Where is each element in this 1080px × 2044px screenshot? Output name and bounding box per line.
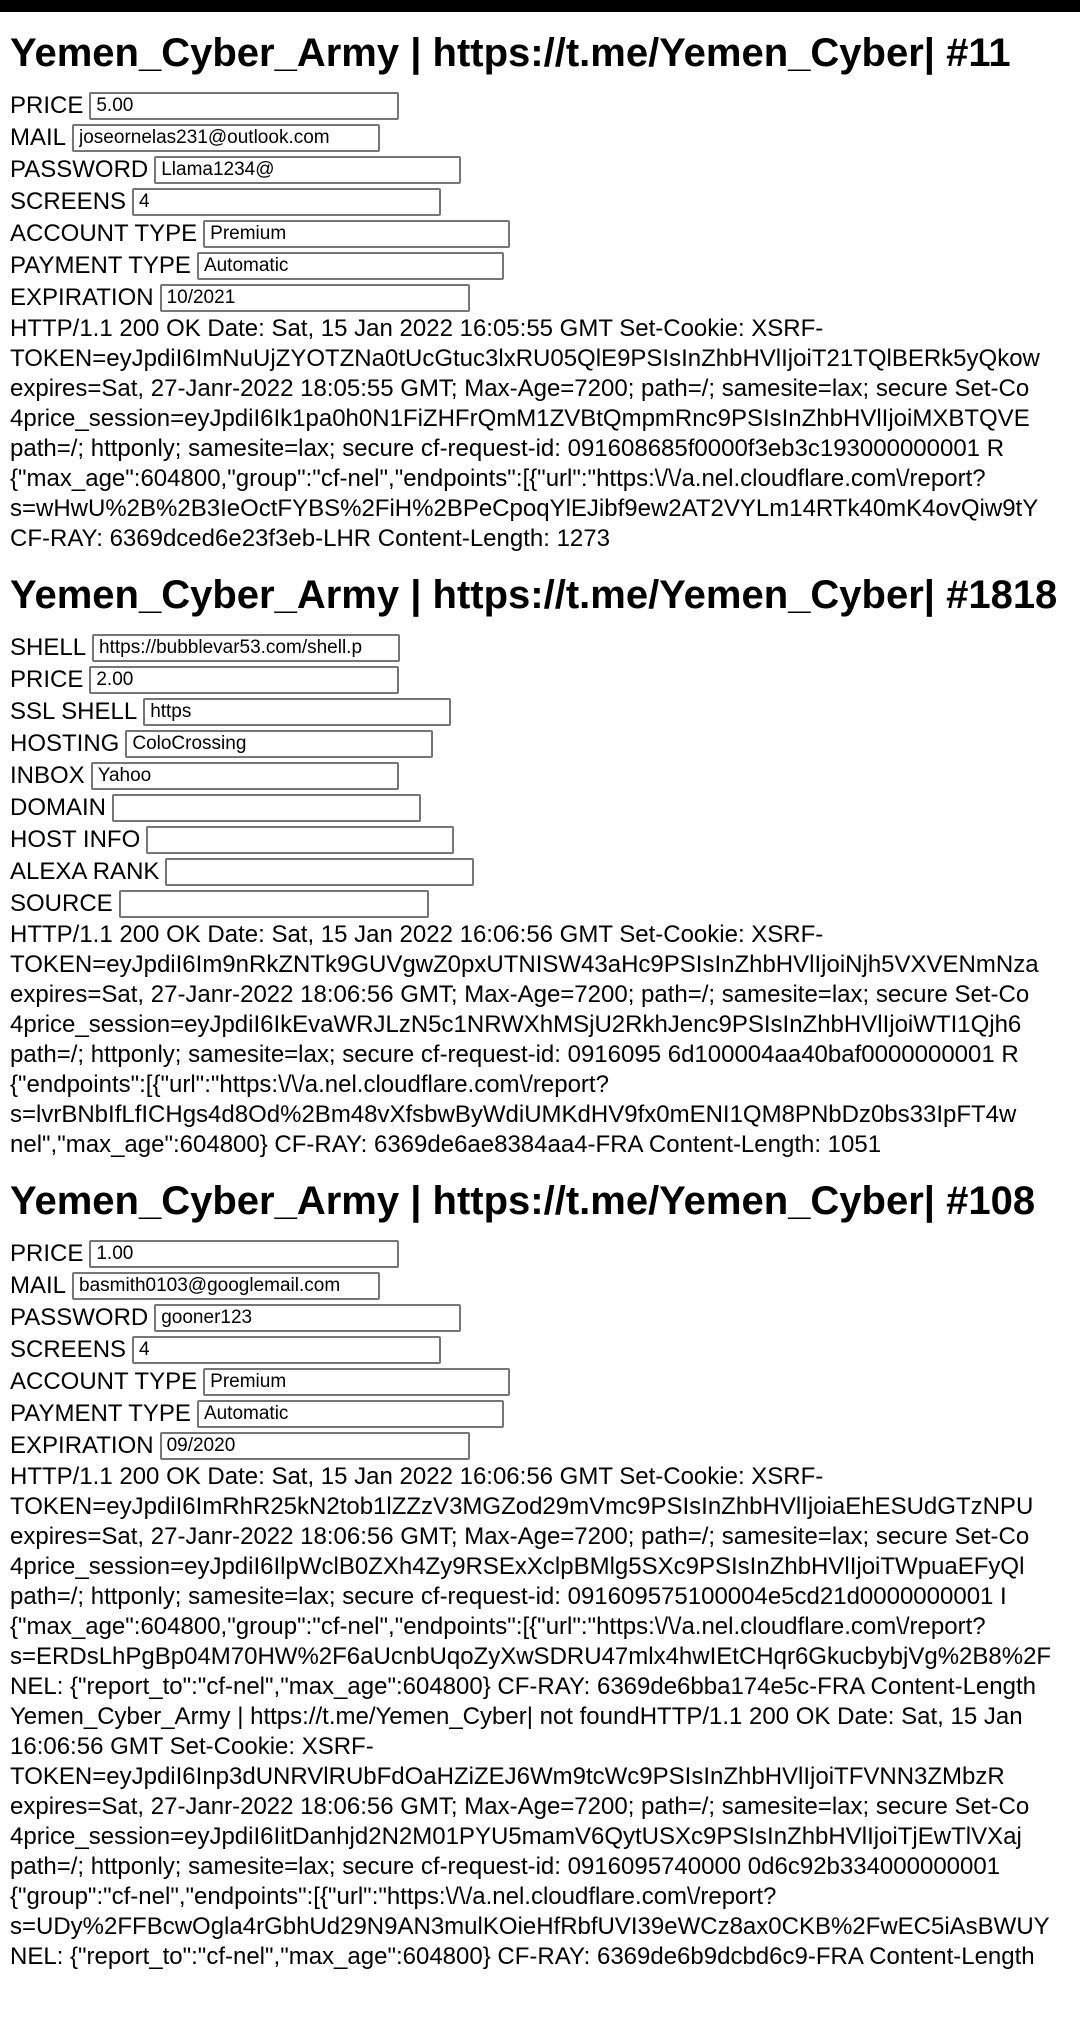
alexa-rank-row (10, 856, 1080, 888)
http-response-text (10, 920, 1080, 1160)
host-info-label: HOST INFO (10, 826, 141, 853)
mail-input[interactable] (72, 124, 380, 152)
domain-row (10, 792, 1080, 824)
account-type-row (10, 1366, 1080, 1398)
response-line: path=/; httponly; samesite=lax; secure cf-request-id: 091608685f0000f3eb3c193000000001 R (10, 435, 1005, 462)
payment-type-input[interactable] (197, 252, 504, 280)
price-label: PRICE (10, 1240, 84, 1267)
price-label: PRICE (10, 92, 84, 119)
price-input[interactable] (89, 92, 399, 120)
section-title: Yemen_Cyber_Army | https://t.me/Yemen_Cyber| #108 (10, 1179, 1036, 1223)
listing-section-11 (10, 28, 1080, 554)
response-line: NEL: {"report_to":"cf-nel","max_age":604800} CF-RAY: 6369de6bba174e5c-FRA Content-Length (10, 1673, 1036, 1700)
screens-input[interactable] (132, 188, 441, 216)
password-input[interactable] (154, 156, 461, 184)
account-type-input[interactable] (203, 1368, 510, 1396)
page-content (10, 12, 1080, 1972)
price-input[interactable] (89, 1240, 399, 1268)
screens-label: SCREENS (10, 188, 127, 215)
payment-type-row (10, 250, 1080, 282)
payment-type-label: PAYMENT TYPE (10, 1400, 191, 1427)
host-info-input[interactable] (146, 826, 454, 854)
listing-section-108 (10, 1176, 1080, 1972)
response-line: 4price_session=eyJpdiI6IlpWclB0ZXh4Zy9RSExXclpBMlg5SXc9PSIsInZhbHVlIjoiTWpuaEFyQl (10, 1553, 1025, 1580)
password-input[interactable] (154, 1304, 461, 1332)
listing-section-1818 (10, 570, 1080, 1160)
response-line: expires=Sat, 27-Janr-2022 18:06:56 GMT; Max-Age=7200; path=/; samesite=lax; secure Set-Co (10, 1793, 1030, 1820)
screens-input[interactable] (132, 1336, 441, 1364)
response-line: s=UDy%2FFBcwOgla4rGbhUd29N9AN3mulKOieHfRbfUVI39eWCz8ax0CKB%2FwEC5iAsBWUY (10, 1913, 1050, 1940)
expiration-input[interactable] (160, 284, 470, 312)
inbox-label: INBOX (10, 762, 85, 789)
expiration-input[interactable] (160, 1432, 470, 1460)
response-line: NEL: {"report_to":"cf-nel","max_age":604800} CF-RAY: 6369de6b9dcbd6c9-FRA Content-Length (10, 1943, 1035, 1970)
domain-label: DOMAIN (10, 794, 106, 821)
mail-row (10, 1270, 1080, 1302)
shell-row (10, 632, 1080, 664)
expiration-label: EXPIRATION (10, 284, 154, 311)
response-line: HTTP/1.1 200 OK Date: Sat, 15 Jan 2022 16:05:55 GMT Set-Cookie: XSRF- (10, 315, 824, 342)
response-line: TOKEN=eyJpdiI6ImRhR25kN2tob1lZZzV3MGZod29mVmc9PSIsInZhbHVlIjoiaEhESUdGTzNPU (10, 1493, 1034, 1520)
response-line: {"endpoints":[{"url":"https:\/\/a.nel.cloudflare.com\/report? (10, 1071, 609, 1098)
mail-input[interactable] (72, 1272, 380, 1300)
top-bar (0, 0, 1080, 12)
response-line: CF-RAY: 6369dced6e23f3eb-LHR Content-Length: 1273 (10, 525, 610, 552)
price-label: PRICE (10, 666, 84, 693)
response-line: s=lvrBNbIfLfICHgs4d8Od%2Bm48vXfsbwByWdiUMKdHV9fx0mENI1QM8PNbDz0bs33IpFT4w (10, 1101, 1017, 1128)
response-line: expires=Sat, 27-Janr-2022 18:05:55 GMT; Max-Age=7200; path=/; samesite=lax; secure Set-Co (10, 375, 1030, 402)
payment-type-input[interactable] (197, 1400, 504, 1428)
account-type-label: ACCOUNT TYPE (10, 220, 198, 247)
shell-input[interactable] (92, 634, 400, 662)
alexa-rank-input[interactable] (165, 858, 474, 886)
response-line: expires=Sat, 27-Janr-2022 18:06:56 GMT; Max-Age=7200; path=/; samesite=lax; secure Set-Co (10, 981, 1030, 1008)
response-line: expires=Sat, 27-Janr-2022 18:06:56 GMT; Max-Age=7200; path=/; samesite=lax; secure Set-Co (10, 1523, 1030, 1550)
inbox-input[interactable] (91, 762, 399, 790)
hosting-row (10, 728, 1080, 760)
mail-label: MAIL (10, 124, 67, 151)
response-line: 4price_session=eyJpdiI6Ik1pa0h0N1FiZHFrQmM1ZVBtQmpmRnc9PSIsInZhbHVlIjoiMXBTQVE (10, 405, 1030, 432)
source-label: SOURCE (10, 890, 113, 917)
account-type-label: ACCOUNT TYPE (10, 1368, 198, 1395)
http-response-text (10, 314, 1080, 554)
response-line: path=/; httponly; samesite=lax; secure cf-request-id: 0916095740000 0d6c92b334000000001 (10, 1853, 1001, 1880)
price-row (10, 664, 1080, 696)
source-input[interactable] (119, 890, 429, 918)
screens-label: SCREENS (10, 1336, 127, 1363)
password-row (10, 1302, 1080, 1334)
price-row (10, 90, 1080, 122)
source-row (10, 888, 1080, 920)
response-line: 4price_session=eyJpdiI6IkEvaWRJLzN5c1NRWXhMSjU2RkhJenc9PSIsInZhbHVlIjoiWTI1Qjh6 (10, 1011, 1022, 1038)
response-line: HTTP/1.1 200 OK Date: Sat, 15 Jan 2022 16:06:56 GMT Set-Cookie: XSRF- (10, 1463, 824, 1490)
response-line: s=ERDsLhPgBp04M70HW%2F6aUcnbUqoZyXwSDRU47mlx4hwIEtCHqr6GkucbybjVg%2B8%2F (10, 1643, 1052, 1670)
ssl-shell-input[interactable] (143, 698, 451, 726)
response-line: TOKEN=eyJpdiI6ImNuUjZYOTZNa0tUcGtuc3lxRU05QlE9PSIsInZhbHVlIjoiT21TQlBERk5yQkow (10, 345, 1040, 372)
ssl-shell-row (10, 696, 1080, 728)
expiration-row (10, 282, 1080, 314)
section-title: Yemen_Cyber_Army | https://t.me/Yemen_Cyber| #11 (10, 31, 1011, 75)
expiration-label: EXPIRATION (10, 1432, 154, 1459)
screens-row (10, 1334, 1080, 1366)
shell-label: SHELL (10, 634, 87, 661)
http-response-text (10, 1462, 1080, 1972)
mail-label: MAIL (10, 1272, 67, 1299)
password-label: PASSWORD (10, 1304, 149, 1331)
ssl-shell-label: SSL SHELL (10, 698, 138, 725)
response-line: 16:06:56 GMT Set-Cookie: XSRF- (10, 1733, 374, 1760)
hosting-label: HOSTING (10, 730, 120, 757)
response-line: {"max_age":604800,"group":"cf-nel","endpoints":[{"url":"https:\/\/a.nel.cloudflare.com\/report? (10, 465, 986, 492)
mail-row (10, 122, 1080, 154)
password-label: PASSWORD (10, 156, 149, 183)
payment-type-row (10, 1398, 1080, 1430)
response-line: {"group":"cf-nel","endpoints":[{"url":"https:\/\/a.nel.cloudflare.com\/report? (10, 1883, 777, 1910)
screens-row (10, 186, 1080, 218)
account-type-input[interactable] (203, 220, 510, 248)
account-type-row (10, 218, 1080, 250)
price-row (10, 1238, 1080, 1270)
host-info-row (10, 824, 1080, 856)
response-line: {"max_age":604800,"group":"cf-nel","endpoints":[{"url":"https:\/\/a.nel.cloudflare.com\/report? (10, 1613, 986, 1640)
price-input[interactable] (89, 666, 399, 694)
response-line: Yemen_Cyber_Army | https://t.me/Yemen_Cyber| not foundHTTP/1.1 200 OK Date: Sat, 15 Jan (10, 1703, 1023, 1730)
inbox-row (10, 760, 1080, 792)
password-row (10, 154, 1080, 186)
response-line: TOKEN=eyJpdiI6Im9nRkZNTk9GUVgwZ0pxUTNISW43aHc9PSIsInZhbHVlIjoiNjh5VXVENmNza (10, 951, 1039, 978)
expiration-row (10, 1430, 1080, 1462)
response-line: path=/; httponly; samesite=lax; secure cf-request-id: 091609575100004e5cd21d0000000001 I (10, 1583, 1007, 1610)
section-title: Yemen_Cyber_Army | https://t.me/Yemen_Cyber| #1818 (10, 573, 1058, 617)
response-line: 4price_session=eyJpdiI6IitDanhjd2N2M01PYU5mamV6QytUSXc9PSIsInZhbHVlIjoiTjEwTlVXaj (10, 1823, 1022, 1850)
payment-type-label: PAYMENT TYPE (10, 252, 191, 279)
domain-input[interactable] (112, 794, 421, 822)
hosting-input[interactable] (125, 730, 433, 758)
response-line: path=/; httponly; samesite=lax; secure cf-request-id: 0916095 6d100004aa40baf0000000001 R (10, 1041, 1019, 1068)
alexa-rank-label: ALEXA RANK (10, 858, 160, 885)
response-line: s=wHwU%2B%2B3IeOctFYBS%2FiH%2BPeCpoqYlEJibf9ew2AT2VYLm14RTk40mK4ovQiw9tY (10, 495, 1039, 522)
response-line: HTTP/1.1 200 OK Date: Sat, 15 Jan 2022 16:06:56 GMT Set-Cookie: XSRF- (10, 921, 824, 948)
response-line: TOKEN=eyJpdiI6Inp3dUNRVlRUbFdOaHZiZEJ6Wm9tcWc9PSIsInZhbHVlIjoiTFVNN3ZMbzR (10, 1763, 1005, 1790)
response-line: nel","max_age":604800} CF-RAY: 6369de6ae8384aa4-FRA Content-Length: 1051 (10, 1131, 882, 1158)
